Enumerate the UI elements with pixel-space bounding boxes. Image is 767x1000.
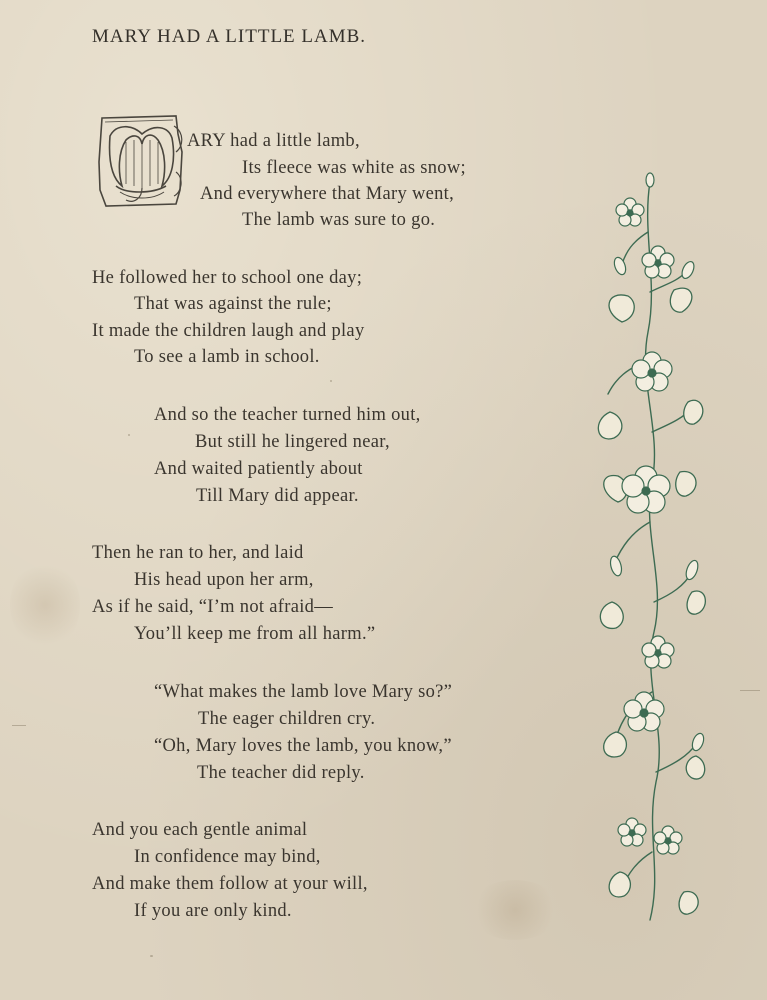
poem-line: And waited patiently about — [154, 459, 363, 479]
poem-line: If you are only kind. — [134, 901, 292, 921]
floral-vine-border — [592, 172, 710, 928]
poem-line: And everywhere that Mary went, — [200, 184, 455, 204]
poem-line: In confidence may bind, — [134, 847, 321, 867]
poem-line: It made the children laugh and play — [92, 321, 365, 341]
poem-line: ARY had a little lamb, — [187, 131, 360, 151]
paper-speck — [150, 955, 153, 957]
paper-stain — [470, 880, 560, 940]
poem-line: To see a lamb in school. — [134, 347, 320, 367]
poem-line: And make them follow at your will, — [92, 874, 368, 894]
poem-line: Till Mary did appear. — [196, 486, 359, 506]
poem-line: The lamb was sure to go. — [242, 210, 436, 230]
poem-line: He followed her to school one day; — [92, 268, 363, 288]
poem-line: And you each gentle animal — [92, 820, 308, 840]
poem-line: As if he said, “I’m not afraid— — [92, 597, 333, 617]
poem-line: But still he lingered near, — [195, 432, 390, 452]
poem-line: “What makes the lamb love Mary so?” — [154, 682, 453, 702]
paper-speck — [330, 380, 332, 382]
poem-line: That was against the rule; — [134, 294, 332, 314]
paper-stain — [10, 560, 80, 650]
poem-line: His head upon her arm, — [134, 570, 314, 590]
poem-line: You’ll keep me from all harm.” — [134, 624, 376, 644]
poem-line: Then he ran to her, and laid — [92, 543, 304, 563]
poem-line: The teacher did reply. — [197, 763, 365, 783]
poem-line: “Oh, Mary loves the lamb, you know,” — [154, 736, 452, 756]
poem-line: And so the teacher turned him out, — [154, 405, 421, 425]
paper-speck — [128, 434, 130, 436]
paper-speck — [740, 690, 760, 691]
dropcap-initial — [96, 112, 186, 210]
paper-speck — [12, 725, 26, 726]
poem-line: The eager children cry. — [198, 709, 376, 729]
poem-line: Its fleece was white as snow; — [242, 158, 466, 178]
page-title: MARY HAD A LITTLE LAMB. — [92, 26, 367, 47]
